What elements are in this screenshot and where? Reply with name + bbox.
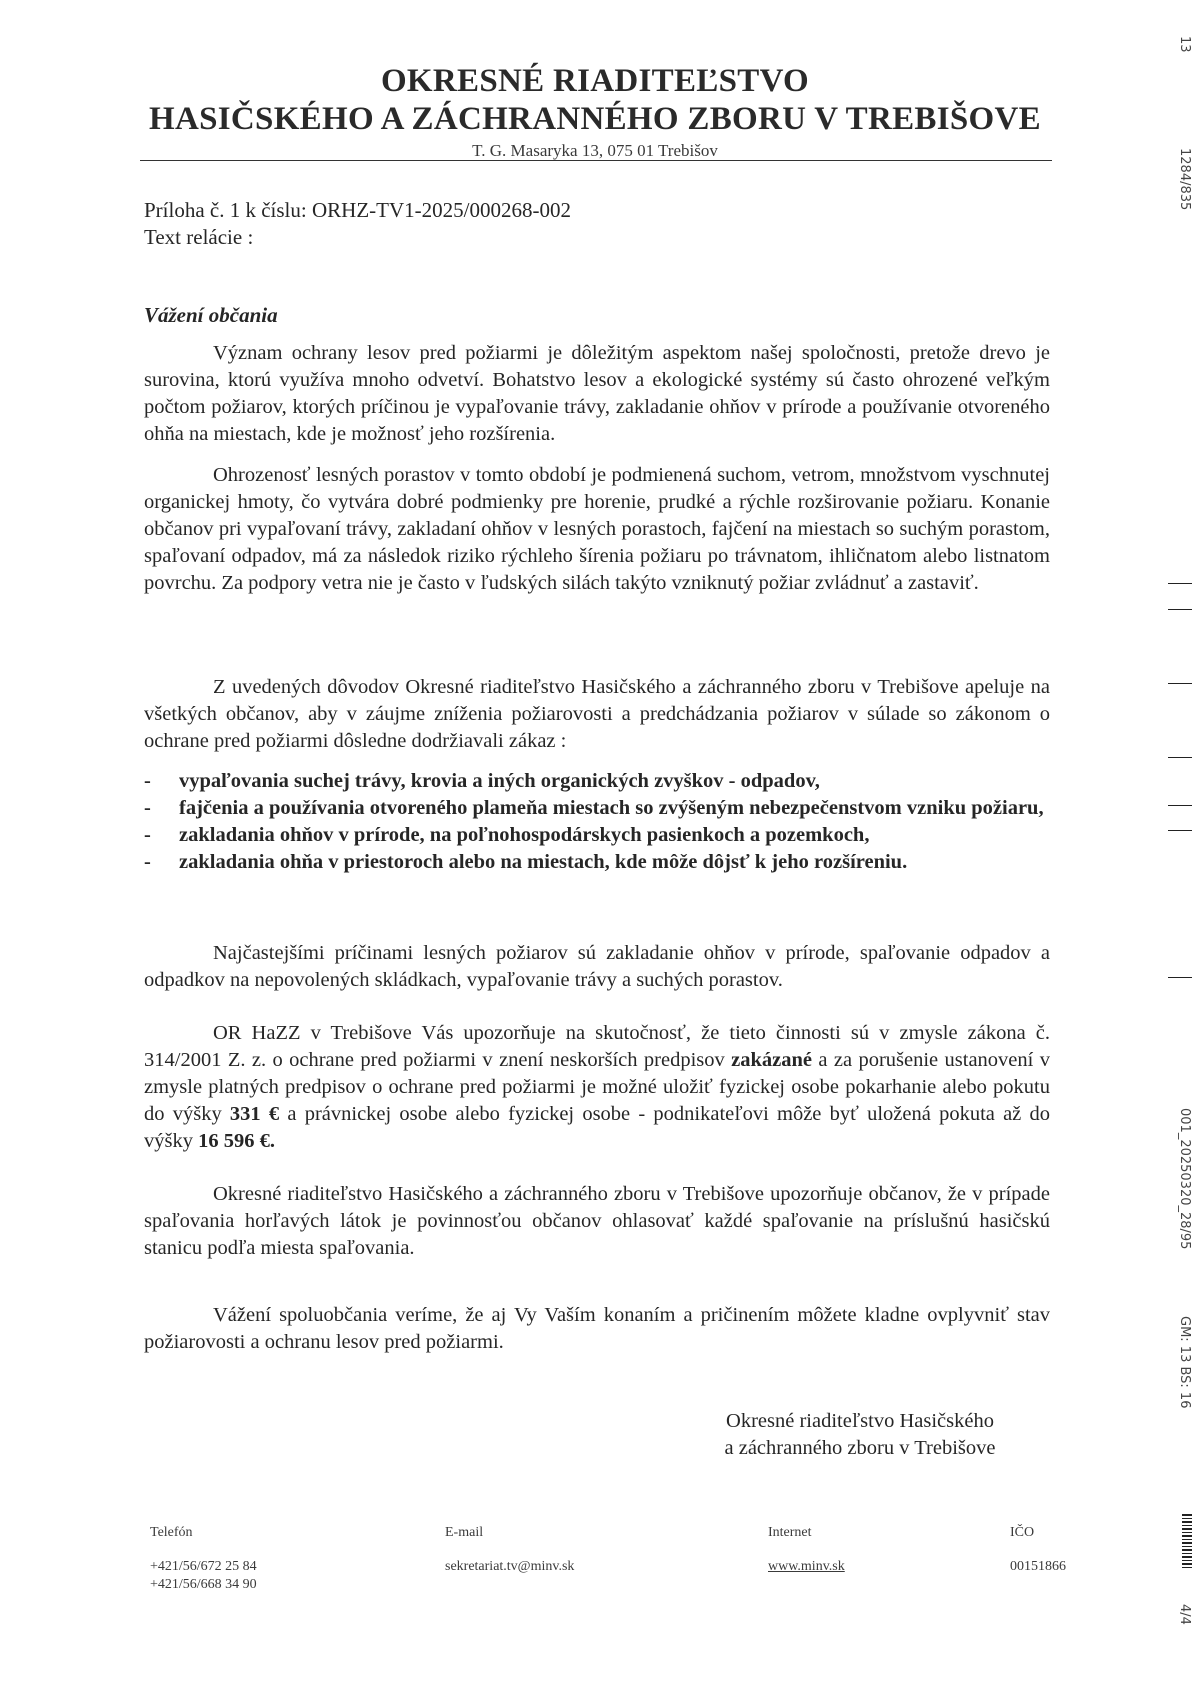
- paragraph-2: Ohrozenosť lesných porastov v tomto období je podmienená suchom, vetrom, množstvom vyschnutej organickej hmoty, čo vytvára dobré podmienky pre horenie, prudké a rýchle rozširovanie požiaru. Konanie občanov pri vypaľovaní trávy, zakladaní ohňov v lesných porastoch, fajčení na miestach so suchým porastom, spaľovaní odpadov, má za následok riziko rýchleho šírenia požiaru po trávnatom, ihličnatom alebo listnatom povrchu. Za podpory vetra nie je často v ľudských silách takýto vzniknutý požiar zvládnuť a zastaviť.: [144, 464, 1050, 594]
- margin-tick: [1168, 977, 1192, 978]
- document-meta: [144, 197, 571, 251]
- paragraph-1: Význam ochrany lesov pred požiarmi je dôležitým aspektom našej spoločnosti, pretože drevo je surovina, ktorú využíva mnoho odvetví. Bohatstvo lesov a ekologické systémy sú často ohrozené veľkým počtom požiarov, ktorých príčinou je vypaľovanie trávy, zakladanie ohňov v prírode a používanie otvoreného ohňa na miestach, kde je možnosť jeho rozšírenia.: [144, 342, 1050, 445]
- paragraph-3: Z uvedených dôvodov Okresné riaditeľstvo Hasičského a záchranného zboru v Trebišove apeluje na všetkých občanov, aby v záujme zníženia požiarovosti a predchádzania požiarov v súlade so zákonom o ochrane pred požiarmi dôsledne dodržiavali zákaz :: [144, 676, 1050, 752]
- text-label: Text relácie :: [144, 225, 254, 249]
- salutation: Vážení občania: [144, 303, 278, 327]
- paragraph-4: Najčastejšími príčinami lesných požiarov sú zakladanie ohňov v prírode, spaľovanie odpadov a odpadkov na nepovolených skládkach, vypaľovanie trávy a suchých porastov.: [144, 942, 1050, 991]
- paragraph-7: Vážení spoluobčania veríme, že aj Vy Vaším konaním a pričinením môžete kladne ovplyvniť stav požiarovosti a ochranu lesov pred požiarmi.: [144, 1304, 1050, 1353]
- list-item: - zakladania ohňa v priestoroch alebo na miestach, kde môže dôjsť k jeho rozšíreniu.: [144, 851, 908, 873]
- margin-code-top: 1284/835: [1177, 148, 1192, 211]
- margin-tick: [1168, 757, 1192, 758]
- fine-individual: 331 €: [229, 1103, 280, 1125]
- ban-list: [144, 768, 1050, 876]
- letterhead-divider: [140, 160, 1052, 161]
- margin-code-low: GM: 13 BS: 16: [1177, 1316, 1192, 1409]
- letterhead-title-line2: HASIČSKÉHO A ZÁCHRANNÉHO ZBORU V TREBIŠOVE: [149, 101, 1041, 137]
- list-item: - vypaľovania suchej trávy, krovia a iných organických zvyškov - odpadov,: [144, 770, 820, 792]
- margin-tick: [1168, 805, 1192, 806]
- margin-code-mid: 001_20250320_28/95: [1177, 1108, 1192, 1250]
- paragraph-5: OR HaZZ v Trebišove Vás upozorňuje na skutočnosť, že tieto činnosti sú v zmysle zákona č. 314/2001 Z. z. o ochrane pred požiarmi v znení neskorších predpisov zakázané a za porušenie ustanovení v zmysle platných predpisov o ochrane pred požiarmi je možné uložiť fyzickej osobe pokarhanie alebo pokutu do výšky 331 € a právnickej osobe alebo fyzickej osobe - podnikateľovi môže byť uložená pokuta až do výšky 16 596 €.: [144, 1022, 1051, 1152]
- letterhead-title-line1: OKRESNÉ RIADITEĽSTVO: [380, 63, 810, 99]
- margin-barcode: [1182, 1514, 1192, 1570]
- footer-email: E-mail sekretariat.tv@minv.sk: [445, 1525, 575, 1574]
- footer-internet: Internet www.minv.sk: [768, 1525, 845, 1574]
- margin-page-number: 4/4: [1177, 1604, 1192, 1625]
- footer-ico: IČO 00151866: [1010, 1525, 1066, 1574]
- letterhead: [140, 62, 1050, 161]
- margin-tick: [1168, 830, 1192, 831]
- reference-number: Príloha č. 1 k číslu: ORHZ-TV1-2025/000268-002: [144, 198, 571, 222]
- margin-tick: [1168, 609, 1192, 610]
- list-item: - fajčenia a používania otvoreného plameňa miestach so zvýšeným nebezpečenstvom vzniku požiaru,: [144, 797, 1044, 819]
- margin-mark-top: 13: [1177, 36, 1192, 53]
- footer-phone: Telefón +421/56/672 25 84 +421/56/668 34 90: [150, 1525, 257, 1592]
- fine-legal-entity: 16 596 €.: [198, 1130, 275, 1152]
- margin-tick: [1168, 683, 1192, 684]
- paragraph-6: Okresné riaditeľstvo Hasičského a záchranného zboru v Trebišove upozorňuje občanov, že v prípade spaľovania horľavých látok je povinnosťou občanov ohlasovať každé spaľovanie na príslušnú hasičskú stanicu podľa miesta spaľovania.: [144, 1183, 1050, 1259]
- letterhead-address: T. G. Masaryka 13, 075 01 Trebišov: [472, 141, 718, 160]
- margin-tick: [1168, 583, 1192, 584]
- emphasis-prohibited: zakázané: [731, 1049, 812, 1071]
- signature-block: Okresné riaditeľstvo Hasičského a záchranného zboru v Trebišove: [724, 1410, 996, 1459]
- list-item: - zakladania ohňov v prírode, na poľnohospodárskych pasienkoch a pozemkoch,: [144, 824, 870, 846]
